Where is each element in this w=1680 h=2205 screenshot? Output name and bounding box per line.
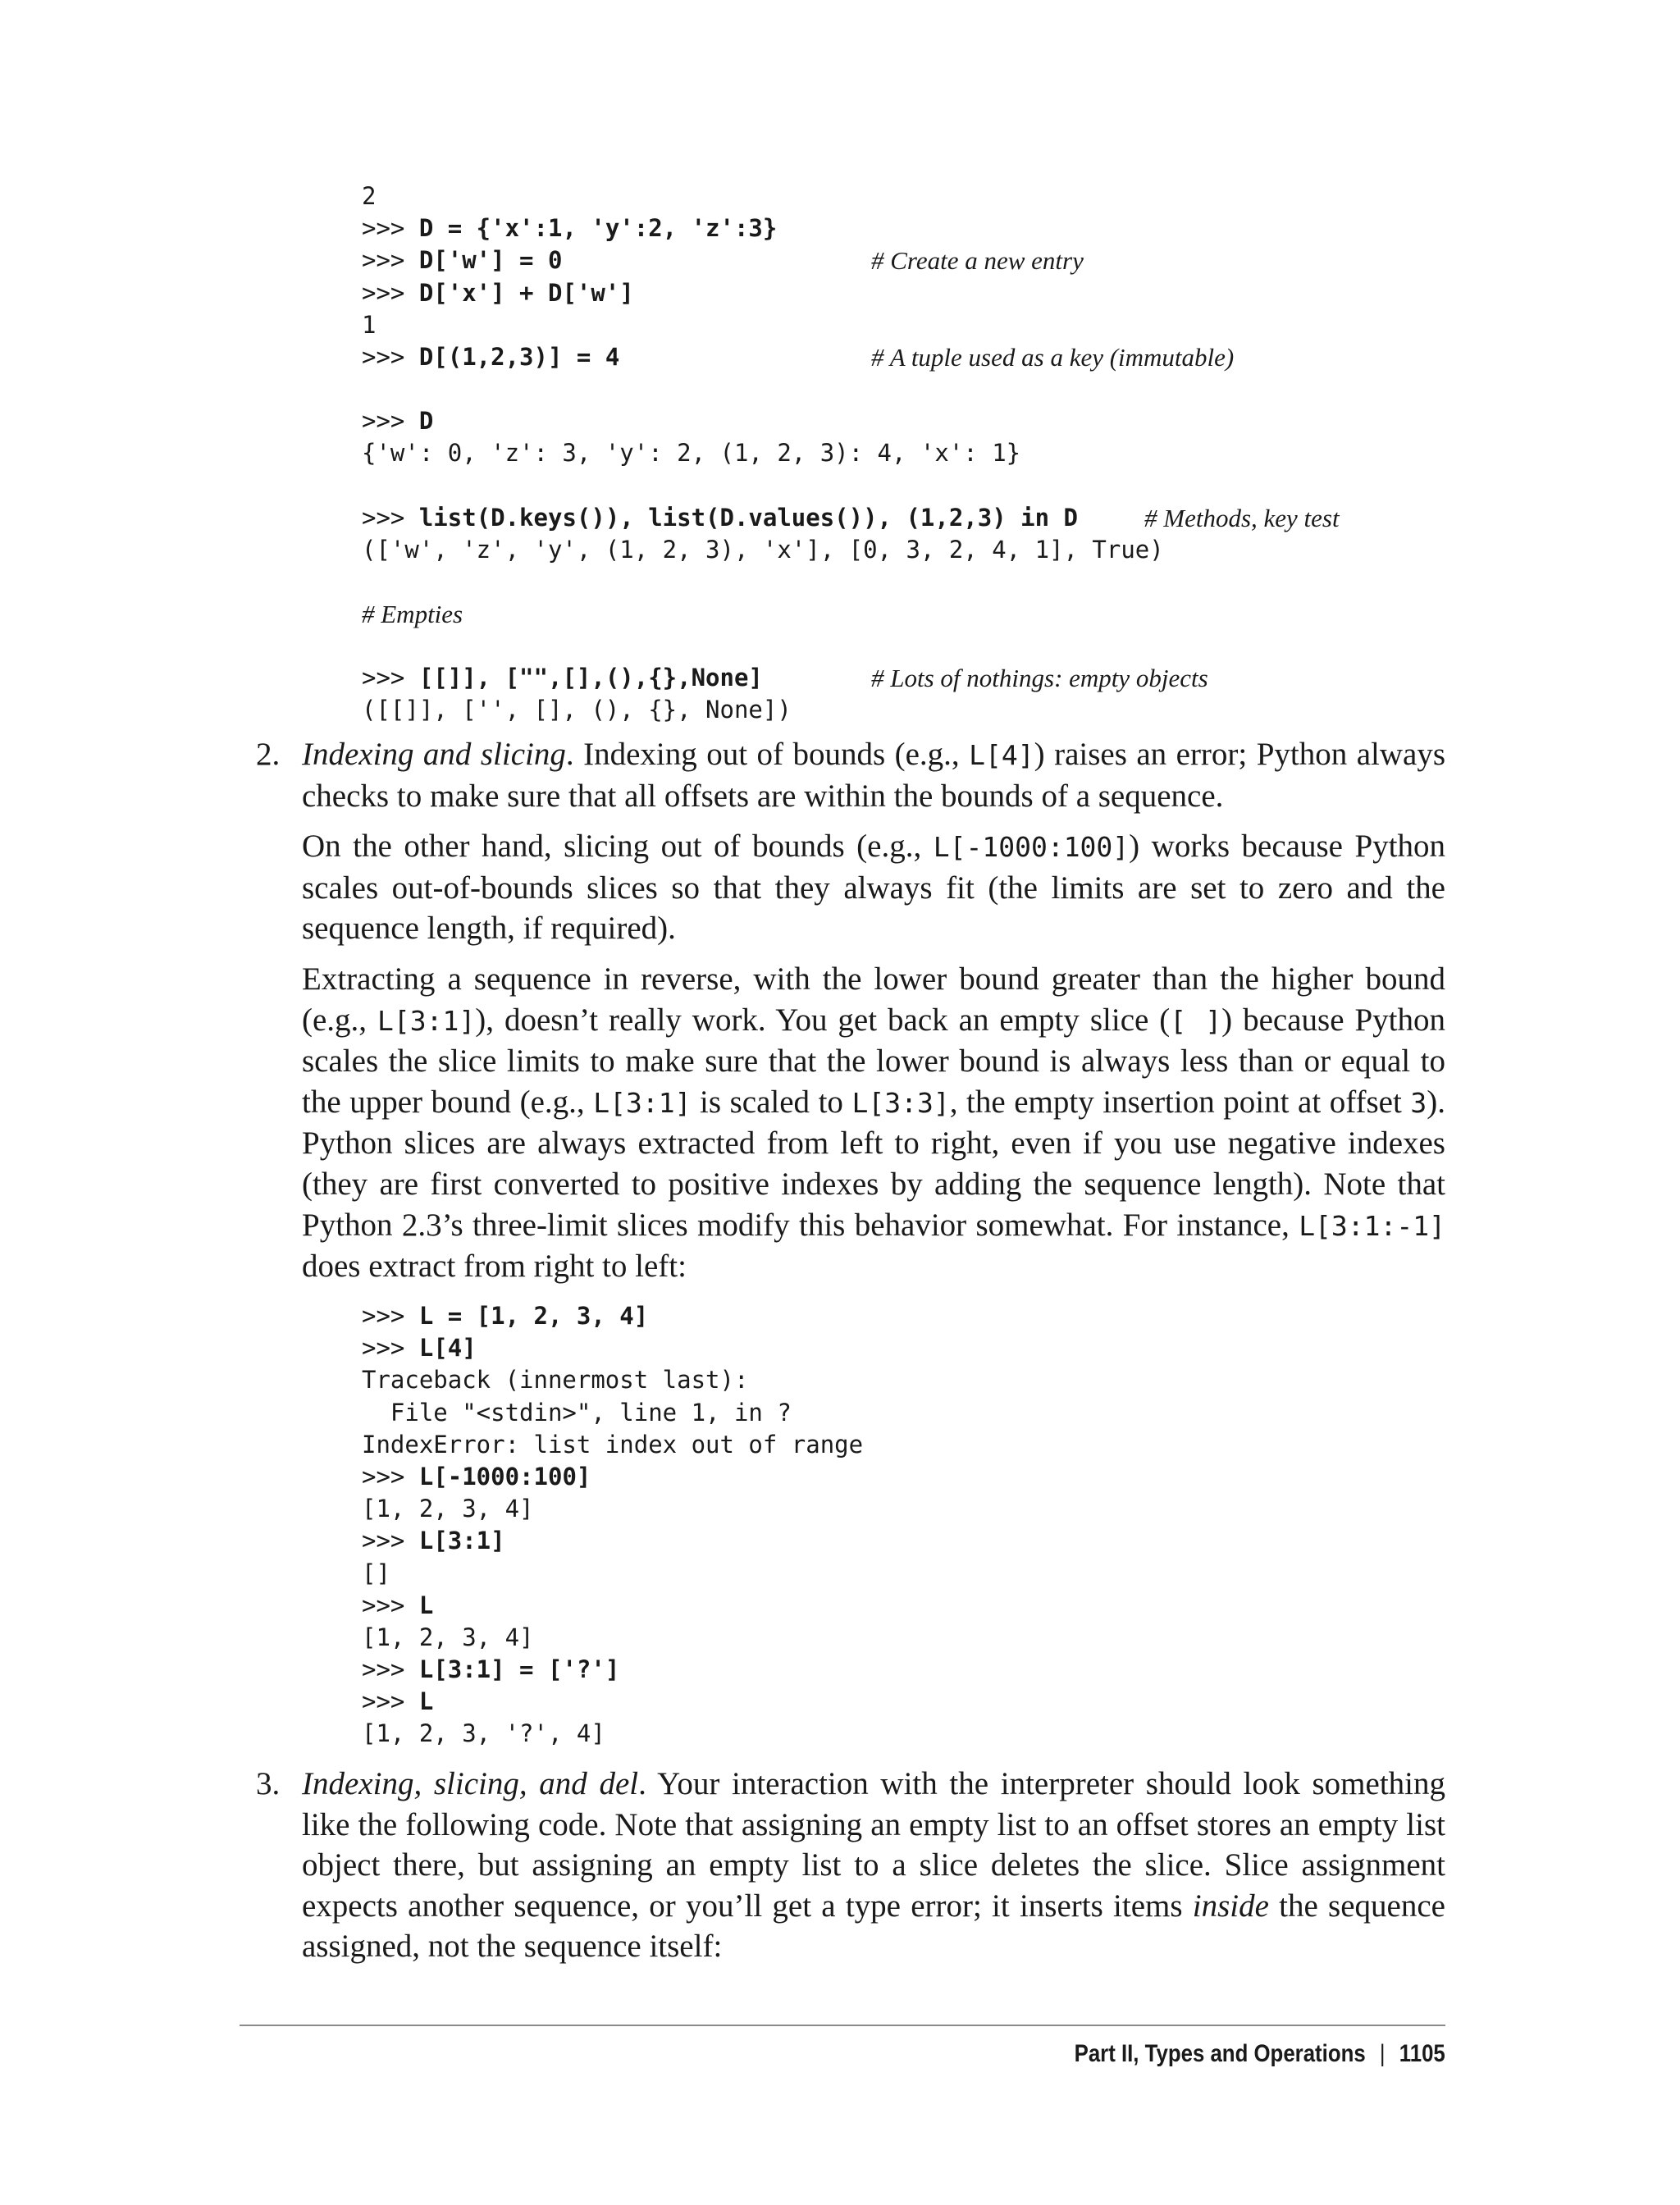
- prompt: >>>: [362, 1302, 419, 1330]
- code-input: [[]], ["",[],(),{},None]: [418, 664, 763, 692]
- code-output: 1: [362, 310, 377, 339]
- code-line: [362, 180, 1164, 212]
- code-line: [362, 1364, 863, 1396]
- prompt: >>>: [362, 1527, 419, 1555]
- code-line: [362, 277, 1164, 309]
- text: . Indexing out of bounds (e.g.,: [565, 737, 970, 772]
- code-line: [362, 309, 1164, 341]
- inline-code: L[-1000:100]: [933, 831, 1130, 864]
- code-input: L[-1000:100]: [418, 1462, 591, 1491]
- text: ), doesn’t really work. You get back an empty slice (: [475, 1002, 1171, 1038]
- prompt: >>>: [362, 246, 419, 275]
- inline-code: L[3:3]: [851, 1086, 950, 1119]
- prompt: >>>: [362, 278, 419, 307]
- inline-code: [ ]: [1170, 1004, 1222, 1037]
- code-input: D: [418, 407, 434, 436]
- paragraph: [302, 826, 1445, 949]
- item-number: 3.: [256, 1766, 281, 1801]
- code-comment: # Lots of nothings: empty objects: [871, 664, 1208, 693]
- code-line: [362, 1300, 863, 1332]
- text: Extracting a sequence in reverse, with the lower bound greater than the higher bound (e.g.,: [302, 961, 1445, 1038]
- code-line: [362, 1654, 863, 1686]
- code-line: [362, 1397, 863, 1429]
- code-comment: # Empties: [362, 600, 463, 628]
- text: ) raises an error; Python always checks to make sure that all offsets are within the bounds of a sequence.: [302, 737, 1445, 814]
- answer-item-2: [256, 734, 1445, 1297]
- code-input: L[4]: [418, 1334, 477, 1363]
- blank-line: [362, 566, 1164, 598]
- prompt: >>>: [362, 342, 419, 371]
- blank-line: [362, 373, 1164, 405]
- code-line: [362, 1622, 863, 1654]
- code-output: IndexError: list index out of range: [362, 1430, 864, 1459]
- code-line: [362, 1718, 863, 1750]
- code-line: [362, 1332, 863, 1364]
- code-input: L: [418, 1687, 434, 1716]
- code-comment: # A tuple used as a key (immutable): [871, 343, 1235, 372]
- code-line: [362, 1686, 863, 1718]
- code-output: 2: [362, 182, 377, 210]
- code-line: [362, 598, 1164, 630]
- footer-rule: [240, 2025, 1445, 2026]
- item-heading: Indexing and slicing: [302, 737, 566, 772]
- code-input: L = [1, 2, 3, 4]: [418, 1302, 649, 1330]
- code-output: []: [362, 1559, 390, 1587]
- inline-code: L[3:1]: [377, 1004, 476, 1037]
- prompt: >>>: [362, 1687, 419, 1716]
- answer-item-3: [256, 1764, 1445, 1977]
- text: ). Python slices are always extracted from left to right, even if you use negative indexes (they are first converted to positive indexes by adding the sequence length). Note that Python 2.3’s three-limit slices modify this behavior somewhat. For instance,: [302, 1084, 1445, 1243]
- text: does extract from right to left:: [302, 1249, 687, 1285]
- paragraph: [302, 1764, 1445, 1967]
- code-input: list(D.keys()), list(D.values()), (1,2,3) in D: [418, 503, 1078, 532]
- code-output: [1, 2, 3, '?', 4]: [362, 1719, 605, 1748]
- prompt: >>>: [362, 1591, 419, 1619]
- prompt: >>>: [362, 503, 419, 532]
- separator: |: [1380, 2040, 1386, 2067]
- text: On the other hand, slicing out of bounds (e.g.,: [302, 829, 934, 865]
- prompt: >>>: [362, 664, 419, 692]
- code-line: [362, 1429, 863, 1461]
- code-line: [362, 502, 1164, 534]
- prompt: >>>: [362, 214, 419, 243]
- code-input: L: [418, 1591, 434, 1619]
- code-output: Traceback (innermost last):: [362, 1366, 749, 1395]
- blank-line: [362, 470, 1164, 502]
- code-output: [1, 2, 3, 4]: [362, 1495, 534, 1523]
- text: ) because Python scales the slice limits to make sure that the lower bound is always less than or equal to the upper bound (e.g.,: [302, 1002, 1445, 1120]
- inline-code: 3: [1410, 1086, 1427, 1119]
- inline-code: L[3:1]: [593, 1086, 692, 1119]
- blank-line: [362, 630, 1164, 662]
- prompt: >>>: [362, 407, 419, 436]
- text: ) works because Python scales out-of-bounds slices so that they always fit (the limits are set to zero and the sequence length, if required).: [302, 829, 1445, 947]
- code-line: [362, 534, 1164, 566]
- item-heading: Indexing, slicing, and del: [302, 1766, 639, 1801]
- code-line: [362, 212, 1164, 244]
- code-input: L[3:1]: [418, 1527, 505, 1555]
- code-line: [362, 694, 1164, 726]
- emphasis: inside: [1192, 1888, 1269, 1924]
- code-line: [362, 405, 1164, 437]
- code-comment: # Methods, key test: [1144, 503, 1340, 532]
- inline-code: L[4]: [969, 739, 1034, 771]
- section-title: Part II, Types and Operations: [1074, 2040, 1366, 2067]
- text: . Your interaction with the interpreter should look something like the following code. Note that assigning an empty list to an offset stores an empty list object there, but assigning an empty list to a slice deletes the slice. Slice assignment expects another sequence, or you’ll get a type error; it inserts items: [302, 1766, 1445, 1924]
- inline-code: L[3:1:-1]: [1299, 1209, 1445, 1242]
- code-input: D['w'] = 0: [418, 246, 563, 275]
- code-line: [362, 1558, 863, 1590]
- code-input: L[3:1] = ['?']: [418, 1655, 620, 1684]
- text: is scaled to: [691, 1084, 852, 1120]
- prompt: >>>: [362, 1334, 419, 1363]
- prompt: >>>: [362, 1655, 419, 1684]
- code-output: File "<stdin>", line 1, in ?: [362, 1398, 792, 1427]
- text: , the empty insertion point at offset: [949, 1084, 1411, 1120]
- code-output: [1, 2, 3, 4]: [362, 1623, 534, 1651]
- prompt: >>>: [362, 1462, 419, 1491]
- code-line: [362, 1461, 863, 1493]
- code-input: D[(1,2,3)] = 4: [418, 342, 620, 371]
- paragraph: [302, 734, 1445, 816]
- page-number: 1105: [1399, 2040, 1445, 2067]
- text: the sequence assigned, not the sequence itself:: [302, 1888, 1445, 1965]
- page-footer: [1075, 2038, 1445, 2070]
- item-number: 2.: [256, 737, 281, 772]
- code-line: [362, 1525, 863, 1557]
- code-line: [362, 1590, 863, 1622]
- code-comment: # Create a new entry: [871, 246, 1084, 276]
- code-line: [362, 437, 1164, 469]
- code-output: (['w', 'z', 'y', (1, 2, 3), 'x'], [0, 3, 2, 4, 1], True): [362, 535, 1164, 564]
- code-output: {'w': 0, 'z': 3, 'y': 2, (1, 2, 3): 4, 'x': 1}: [362, 439, 1021, 468]
- code-input: D = {'x':1, 'y':2, 'z':3}: [418, 214, 778, 243]
- code-block-slicing: [362, 1300, 863, 1751]
- paragraph: [302, 959, 1445, 1287]
- code-input: D['x'] + D['w']: [418, 278, 634, 307]
- code-line: [362, 1493, 863, 1525]
- code-output: ([[]], ['', [], (), {}, None]): [362, 696, 792, 724]
